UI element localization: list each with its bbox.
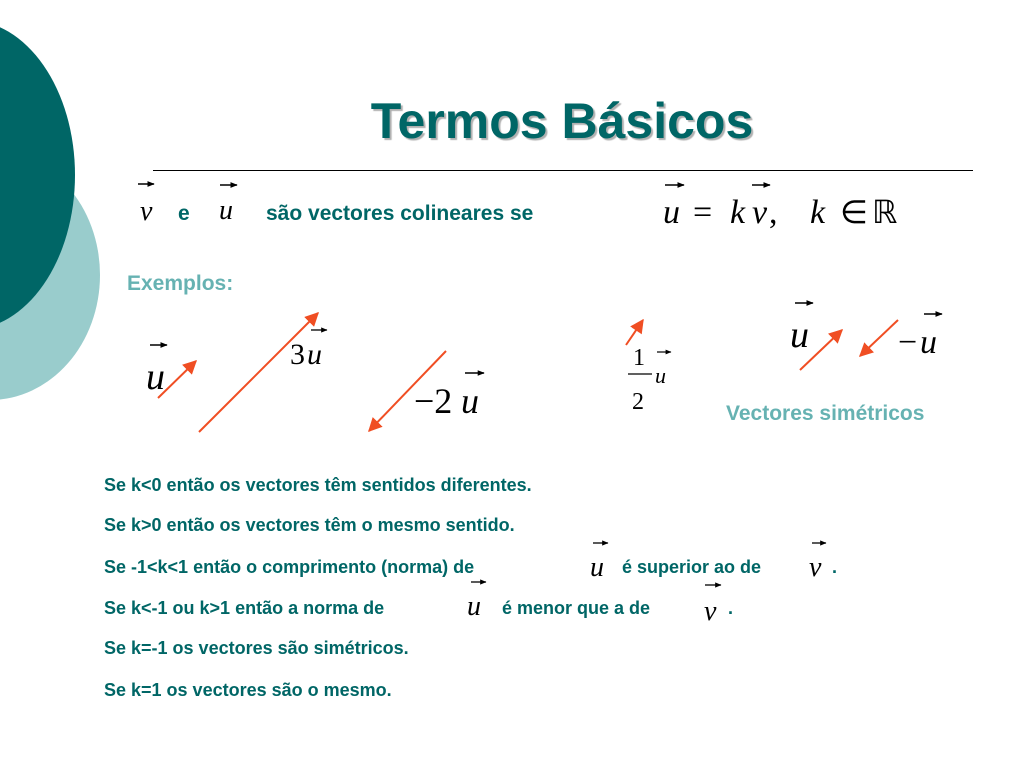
example-3u-coef: 3 — [290, 338, 305, 371]
statement-k-outside-part2: é menor que a de — [502, 598, 651, 618]
statement-k-one: Se k=1 os vectores são o mesmo. — [104, 680, 392, 700]
statement-4-vector-v — [704, 585, 721, 627]
definition-formula — [663, 185, 897, 231]
example-symmetric — [790, 303, 942, 370]
statement-k-outside-end: . — [728, 598, 734, 618]
statement-4-vector-u — [467, 582, 486, 622]
formula-real-set: ℝ — [872, 194, 898, 230]
example-3u-arrow — [199, 313, 318, 432]
statement-4-u-symbol: u — [467, 591, 481, 622]
statement-3-u-symbol: u — [590, 552, 604, 583]
symmetric-label: Vectores simétricos — [726, 402, 925, 425]
example-half-denominator: 2 — [632, 389, 644, 415]
statement-k-between-part1: Se -1<k<1 então o comprimento (norma) de — [104, 557, 475, 577]
formula-u: u — [663, 194, 680, 231]
example-minus2u-coef: −2 — [414, 381, 453, 421]
definition-vector-u — [219, 185, 237, 226]
formula-v: v — [752, 194, 768, 231]
statement-k-negative: Se k<0 então os vectores têm sentidos diferentes. — [104, 475, 532, 495]
statement-3-vector-u — [590, 543, 608, 583]
examples-label: Exemplos: — [127, 272, 234, 295]
example-u-symbol: u — [146, 356, 165, 398]
formula-element-of: ∈ — [840, 194, 868, 230]
definition-vector-v — [138, 184, 154, 227]
definition-v-symbol: v — [140, 196, 153, 227]
statement-3-vector-v — [809, 543, 826, 583]
example-3u — [199, 313, 327, 432]
example-half-u — [626, 320, 671, 415]
statement-k-positive: Se k>0 então os vectores têm o mesmo sentido. — [104, 515, 515, 535]
statement-k-minus-one: Se k=-1 os vectores são simétricos. — [104, 638, 409, 658]
statement-3-v-symbol: v — [809, 552, 822, 583]
definition-conjunction: e — [178, 202, 190, 225]
example-half-u-symbol: u — [655, 363, 666, 388]
formula-equals: = — [693, 194, 713, 231]
statement-4-v-symbol: v — [704, 596, 717, 627]
example-sym-u-symbol: u — [790, 314, 809, 356]
statement-k-between-end: . — [832, 557, 838, 577]
statement-k-outside-part1: Se k<-1 ou k>1 então a norma de — [104, 598, 385, 618]
example-3u-symbol: u — [307, 338, 322, 371]
page-title: Termos Básicos — [370, 93, 754, 149]
example-half-numerator: 1 — [633, 345, 645, 371]
statement-k-between-part2: é superior ao de — [622, 557, 762, 577]
example-minus2u-symbol: u — [461, 381, 479, 421]
example-minus2u — [369, 351, 484, 431]
formula-comma: , — [769, 194, 778, 231]
formula-k: k — [730, 194, 746, 231]
example-sym-minus-sign: − — [898, 324, 918, 361]
definition-text: são vectores colineares se — [266, 202, 534, 225]
formula-k2: k — [810, 194, 826, 231]
definition-u-symbol: u — [219, 195, 233, 226]
example-sym-minus-u-arrow — [860, 320, 898, 356]
example-sym-minus-u-symbol: u — [920, 324, 937, 361]
example-half-u-arrow — [626, 320, 643, 345]
example-u — [146, 345, 196, 398]
